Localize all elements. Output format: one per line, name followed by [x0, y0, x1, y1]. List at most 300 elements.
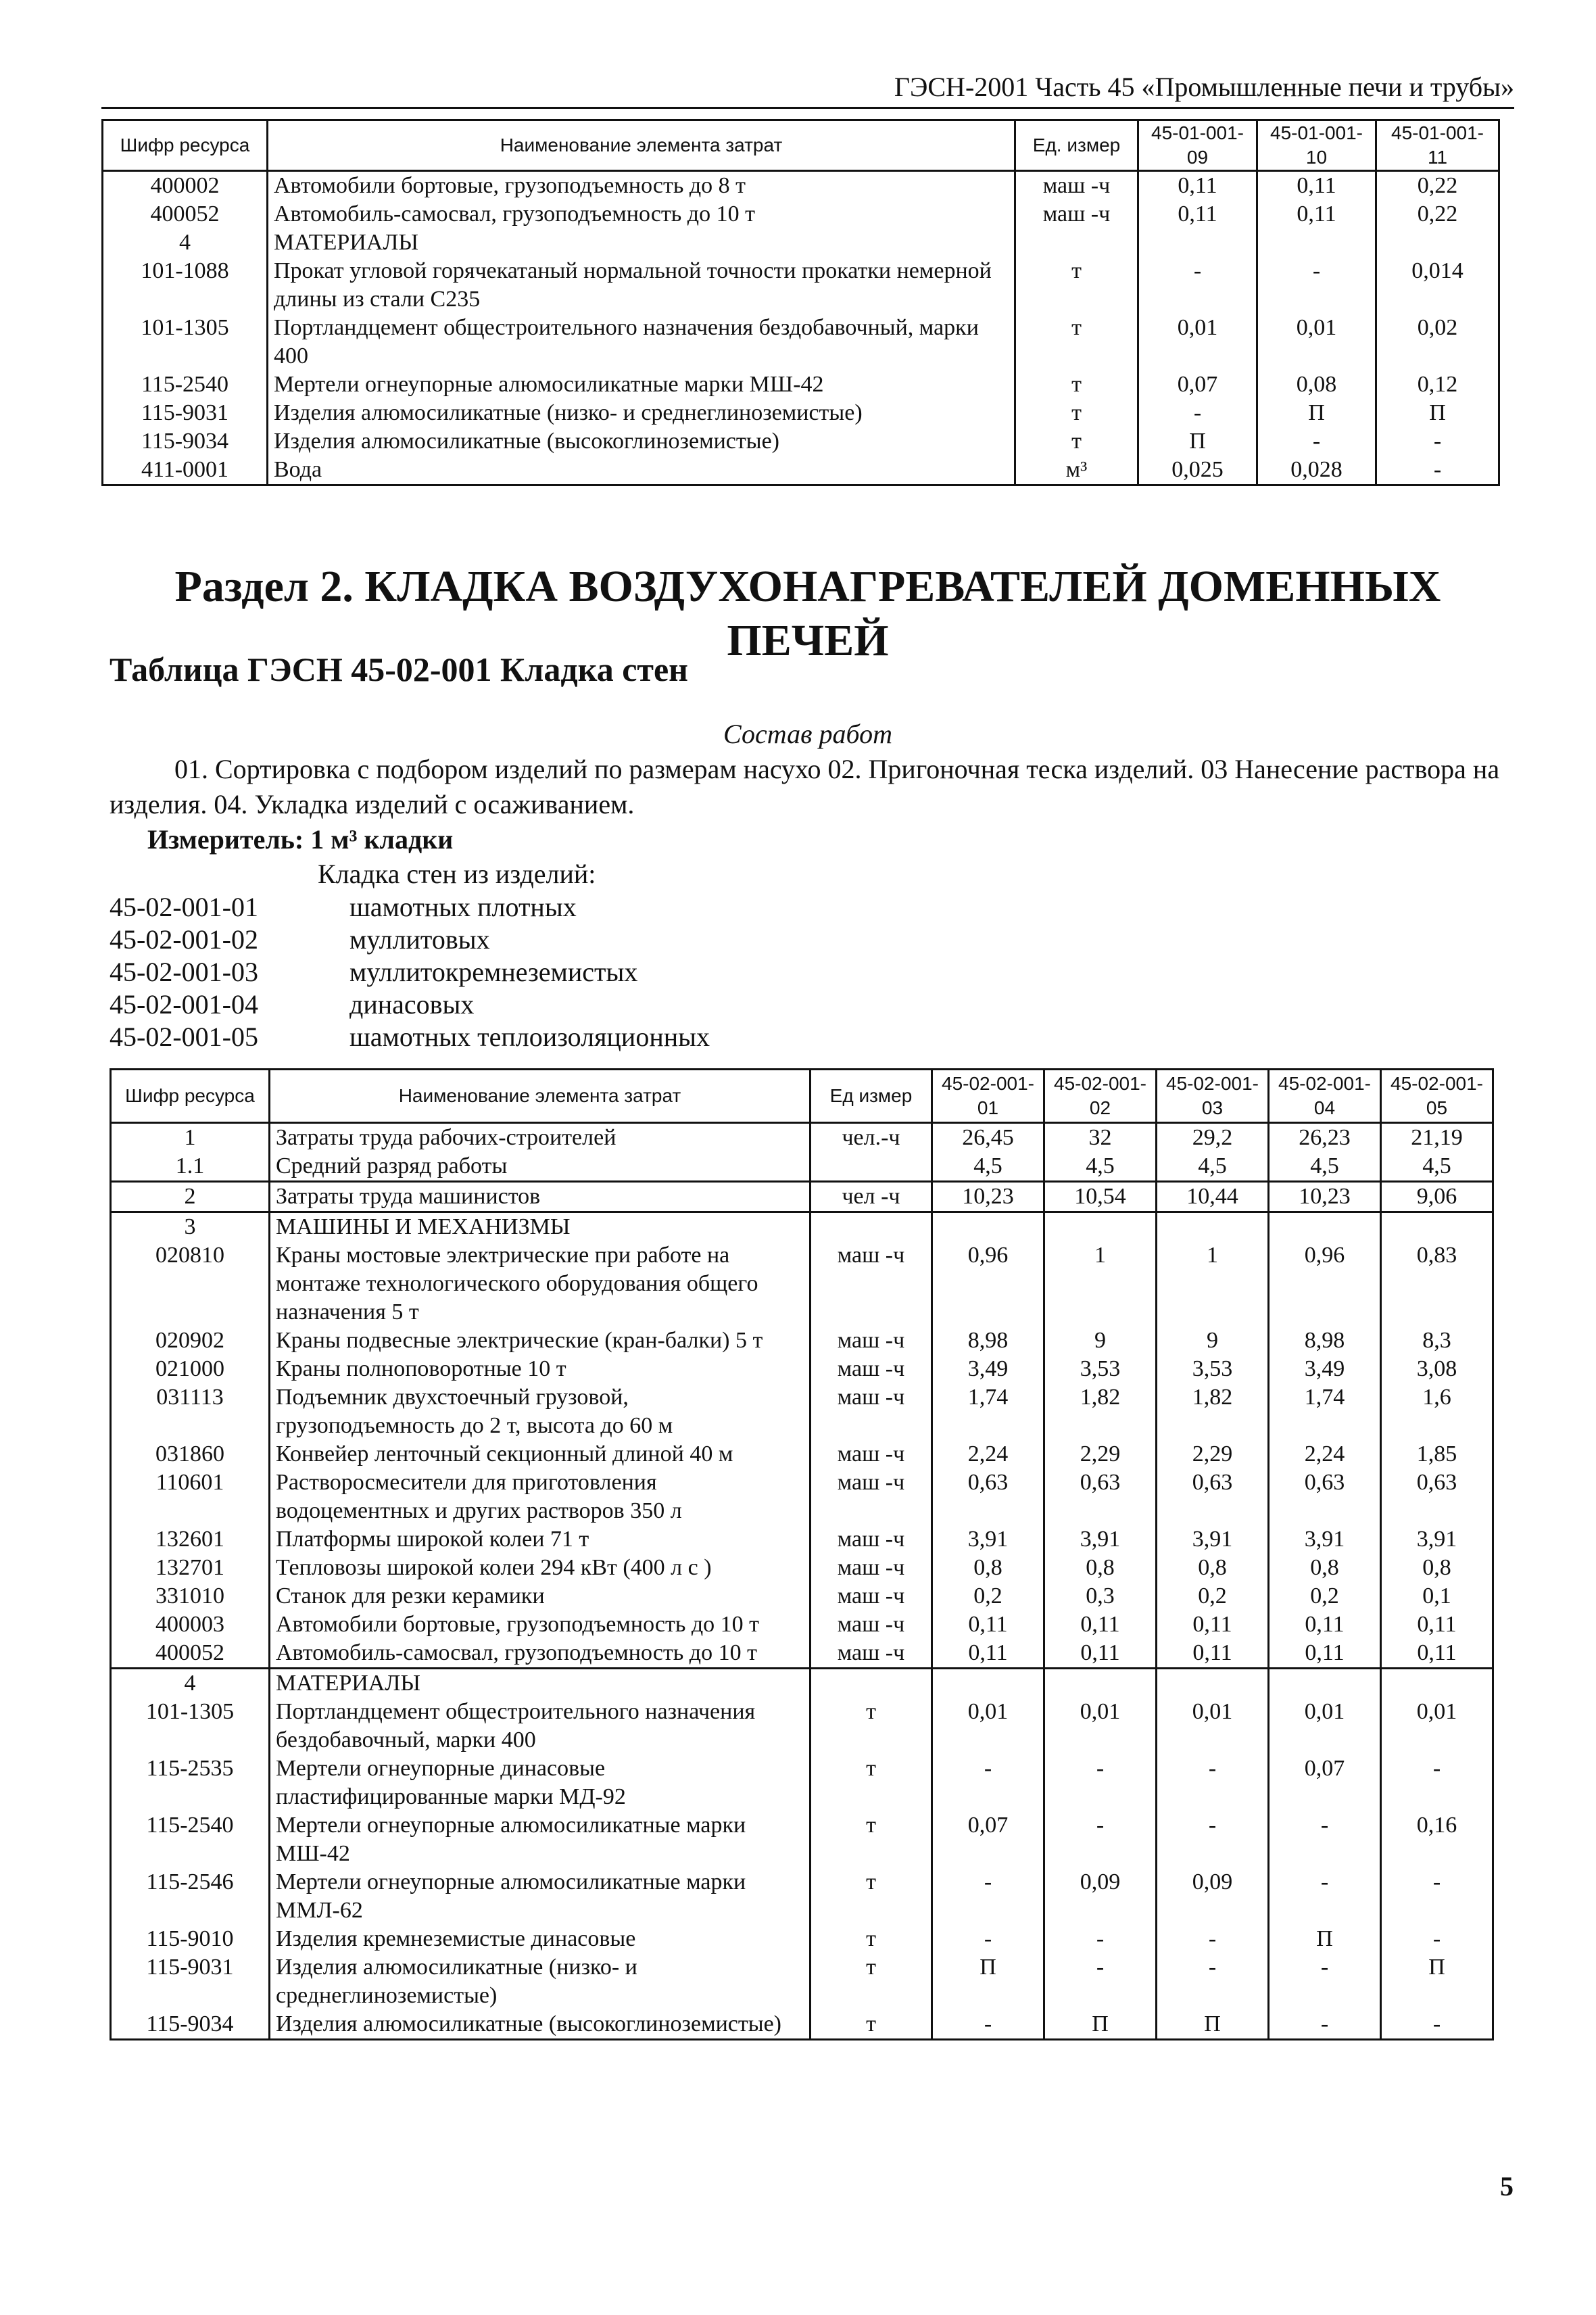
value-cell: -: [1269, 1953, 1381, 2010]
unit-cell: [1015, 229, 1138, 257]
unit-cell: маш -ч: [811, 1610, 932, 1639]
value-cell: 0,028: [1257, 456, 1376, 485]
column-header: Шифр ресурса: [111, 1070, 270, 1123]
resource-name-cell: Прокат угловой горячекатаный нормальной точности прокатки немерной длины из стали С235: [268, 257, 1015, 314]
unit-cell: т: [811, 1811, 932, 1868]
value-cell: 0,63: [1269, 1469, 1381, 1525]
unit-cell: маш -ч: [811, 1241, 932, 1327]
value-cell: 3,91: [1157, 1525, 1269, 1554]
value-cell: 0,07: [1138, 371, 1257, 399]
variant-item: [110, 1021, 785, 1053]
value-cell: 2,24: [1269, 1440, 1381, 1469]
column-header: 45-01-001-10: [1257, 120, 1376, 171]
value-cell: [932, 1212, 1044, 1242]
value-cell: -: [1157, 1811, 1269, 1868]
variant-item: [110, 891, 785, 924]
variant-item: [110, 956, 785, 988]
value-cell: 0,11: [1269, 1639, 1381, 1669]
value-cell: 2,29: [1044, 1440, 1157, 1469]
resource-name-cell: Изделия алюмосиликатные (высокоглиноземистые): [270, 2010, 811, 2040]
table-row: [111, 1755, 1493, 1811]
variant-description: муллитокремнеземистых: [349, 957, 638, 987]
value-cell: 0,014: [1376, 257, 1499, 314]
resource-code-cell: 2: [111, 1182, 270, 1212]
value-cell: 0,22: [1376, 200, 1499, 229]
value-cell: 9: [1157, 1327, 1269, 1355]
resource-code-cell: 031860: [111, 1440, 270, 1469]
resource-code-cell: 031113: [111, 1383, 270, 1440]
variant-code: 45-02-001-03: [110, 957, 258, 987]
value-cell: 0,08: [1257, 371, 1376, 399]
unit-cell: маш -ч: [811, 1440, 932, 1469]
table-row: [111, 1953, 1493, 2010]
value-cell: 0,11: [1044, 1610, 1157, 1639]
resource-code-cell: 101-1088: [103, 257, 268, 314]
table-row: [103, 427, 1499, 456]
resource-code-cell: 1: [111, 1123, 270, 1153]
value-cell: 0,07: [1269, 1755, 1381, 1811]
resource-code-cell: 411-0001: [103, 456, 268, 485]
column-header: Шифр ресурса: [103, 120, 268, 171]
value-cell: 3,53: [1044, 1355, 1157, 1383]
resource-code-cell: 115-9034: [111, 2010, 270, 2040]
unit-cell: маш -ч: [811, 1639, 932, 1669]
unit-cell: т: [1015, 371, 1138, 399]
value-cell: -: [932, 1755, 1044, 1811]
value-cell: 0,83: [1381, 1241, 1493, 1327]
table-row: [111, 1698, 1493, 1755]
value-cell: 1,82: [1044, 1383, 1157, 1440]
resource-code-cell: 115-2546: [111, 1868, 270, 1925]
value-cell: 10,54: [1044, 1182, 1157, 1212]
value-cell: 0,09: [1157, 1868, 1269, 1925]
value-cell: П: [1376, 399, 1499, 427]
value-cell: 0,11: [932, 1639, 1044, 1669]
value-cell: 0,11: [1269, 1610, 1381, 1639]
value-cell: 3,49: [932, 1355, 1044, 1383]
value-cell: 0,11: [1381, 1639, 1493, 1669]
value-cell: 26,45: [932, 1123, 1044, 1153]
value-cell: 0,11: [1381, 1610, 1493, 1639]
unit-cell: т: [1015, 314, 1138, 371]
page-number: 5: [1500, 2171, 1514, 2201]
unit-cell: маш -ч: [811, 1582, 932, 1610]
resource-code-cell: 400052: [103, 200, 268, 229]
value-cell: 0,01: [1381, 1698, 1493, 1755]
value-cell: 0,11: [1257, 171, 1376, 201]
resource-name-cell: Мертели огнеупорные алюмосиликатные марки МШ-42: [270, 1811, 811, 1868]
resource-code-cell: 331010: [111, 1582, 270, 1610]
resource-name-cell: Автомобили бортовые, грузоподъемность до 10 т: [270, 1610, 811, 1639]
resource-code-cell: 115-2540: [111, 1811, 270, 1868]
resource-name-cell: Тепловозы широкой колеи 294 кВт (400 л с ): [270, 1554, 811, 1582]
value-cell: 4,5: [1044, 1152, 1157, 1182]
unit-cell: маш -ч: [811, 1327, 932, 1355]
table-row: [111, 1639, 1493, 1669]
value-cell: 9,06: [1381, 1182, 1493, 1212]
value-cell: 0,8: [1044, 1554, 1157, 1582]
value-cell: -: [1381, 1925, 1493, 1953]
resource-code-cell: 115-2540: [103, 371, 268, 399]
value-cell: [1381, 1212, 1493, 1242]
value-cell: 4,5: [1269, 1152, 1381, 1182]
table-row: [111, 1327, 1493, 1355]
value-cell: -: [1269, 1868, 1381, 1925]
variant-description: шамотных теплоизоляционных: [349, 1022, 710, 1052]
value-cell: 0,01: [1138, 314, 1257, 371]
value-cell: 1: [1044, 1241, 1157, 1327]
value-cell: -: [1269, 1811, 1381, 1868]
value-cell: 2,29: [1157, 1440, 1269, 1469]
resource-name-cell: Изделия алюмосиликатные (низко- и среднеглиноземистые): [270, 1953, 811, 2010]
value-cell: -: [1157, 1925, 1269, 1953]
table-row: [111, 1811, 1493, 1868]
resource-code-cell: 4: [111, 1669, 270, 1698]
table-header-row: [103, 120, 1499, 171]
resource-name-cell: Мертели огнеупорные алюмосиликатные марки ММЛ-62: [270, 1868, 811, 1925]
resource-table-main: [110, 1068, 1494, 2040]
value-cell: [1257, 229, 1376, 257]
resource-code-cell: 4: [103, 229, 268, 257]
table-row: [111, 1925, 1493, 1953]
resource-code-cell: 101-1305: [103, 314, 268, 371]
value-cell: 29,2: [1157, 1123, 1269, 1153]
value-cell: -: [1044, 1953, 1157, 2010]
unit-cell: т: [1015, 399, 1138, 427]
value-cell: 4,5: [1157, 1152, 1269, 1182]
unit-cell: [811, 1152, 932, 1182]
resource-name-cell: Изделия алюмосиликатные (высокоглиноземистые): [268, 427, 1015, 456]
column-header: 45-02-001-03: [1157, 1070, 1269, 1123]
variant-item: [110, 988, 785, 1021]
value-cell: 0,11: [1138, 171, 1257, 201]
table-header-row: [111, 1070, 1493, 1123]
table-row: [111, 1868, 1493, 1925]
resource-code-cell: 101-1305: [111, 1698, 270, 1755]
resource-name-cell: МАТЕРИАЛЫ: [270, 1669, 811, 1698]
resource-name-cell: Портландцемент общестроительного назначения бездобавочный, марки 400: [270, 1698, 811, 1755]
table-row: [111, 1582, 1493, 1610]
value-cell: 0,8: [1157, 1554, 1269, 1582]
value-cell: 1,6: [1381, 1383, 1493, 1440]
value-cell: 0,8: [1381, 1554, 1493, 1582]
column-header: Ед измер: [811, 1070, 932, 1123]
table-row: [111, 1610, 1493, 1639]
table-row: [111, 1525, 1493, 1554]
measure-unit: Измеритель: 1 м³ кладки: [147, 824, 454, 855]
resource-name-cell: МАТЕРИАЛЫ: [268, 229, 1015, 257]
resource-code-cell: 020810: [111, 1241, 270, 1327]
column-header: Ед. измер: [1015, 120, 1138, 171]
table-row: [103, 314, 1499, 371]
value-cell: 3,53: [1157, 1355, 1269, 1383]
unit-cell: маш -ч: [1015, 171, 1138, 201]
value-cell: 3,91: [1044, 1525, 1157, 1554]
unit-cell: т: [811, 1755, 932, 1811]
table-row: [111, 1469, 1493, 1525]
resource-code-cell: 115-9031: [103, 399, 268, 427]
variant-list: [110, 891, 785, 1057]
table-row: [103, 399, 1499, 427]
value-cell: 0,11: [1157, 1610, 1269, 1639]
value-cell: 8,98: [1269, 1327, 1381, 1355]
value-cell: -: [1381, 2010, 1493, 2040]
value-cell: 0,63: [1044, 1469, 1157, 1525]
value-cell: 0,07: [932, 1811, 1044, 1868]
value-cell: [1138, 229, 1257, 257]
value-cell: 1,85: [1381, 1440, 1493, 1469]
resource-name-cell: Станок для резки керамики: [270, 1582, 811, 1610]
resource-name-cell: Вода: [268, 456, 1015, 485]
unit-cell: т: [811, 1698, 932, 1755]
value-cell: [1376, 229, 1499, 257]
unit-cell: т: [1015, 257, 1138, 314]
value-cell: П: [1044, 2010, 1157, 2040]
section-title: Раздел 2. КЛАДКА ВОЗДУХОНАГРЕВАТЕЛЕЙ ДОМЕННЫХ ПЕЧЕЙ: [174, 562, 1441, 665]
value-cell: 0,63: [1381, 1469, 1493, 1525]
resource-name-cell: Краны полноповоротные 10 т: [270, 1355, 811, 1383]
value-cell: 0,63: [932, 1469, 1044, 1525]
value-cell: 0,025: [1138, 456, 1257, 485]
value-cell: 0,01: [932, 1698, 1044, 1755]
value-cell: 9: [1044, 1327, 1157, 1355]
unit-cell: т: [811, 1953, 932, 2010]
running-header: ГЭСН-2001 Часть 45 «Промышленные печи и трубы»: [101, 68, 1514, 109]
resource-code-cell: 115-9034: [103, 427, 268, 456]
value-cell: 0,11: [932, 1610, 1044, 1639]
resource-code-cell: 020902: [111, 1327, 270, 1355]
unit-cell: маш -ч: [1015, 200, 1138, 229]
column-header: Наименование элемента затрат: [270, 1070, 811, 1123]
value-cell: 3,91: [932, 1525, 1044, 1554]
value-cell: -: [1376, 456, 1499, 485]
table-row: [111, 1241, 1493, 1327]
value-cell: 0,2: [932, 1582, 1044, 1610]
value-cell: -: [1269, 2010, 1381, 2040]
table-row: [103, 456, 1499, 485]
value-cell: 0,01: [1257, 314, 1376, 371]
value-cell: 3,91: [1269, 1525, 1381, 1554]
unit-cell: т: [811, 1925, 932, 1953]
resource-name-cell: МАШИНЫ И МЕХАНИЗМЫ: [270, 1212, 811, 1242]
resource-name-cell: Растворосмесители для приготовления водоцементных и других растворов 350 л: [270, 1469, 811, 1525]
table-title: Таблица ГЭСН 45-02-001 Кладка стен: [110, 650, 688, 688]
unit-cell: маш -ч: [811, 1469, 932, 1525]
value-cell: [1269, 1212, 1381, 1242]
value-cell: [1044, 1669, 1157, 1698]
value-cell: [1044, 1212, 1157, 1242]
table-row: [111, 2010, 1493, 2040]
resource-name-cell: Конвейер ленточный секционный длиной 40 м: [270, 1440, 811, 1469]
unit-cell: [811, 1212, 932, 1242]
value-cell: [1157, 1669, 1269, 1698]
resource-name-cell: Краны подвесные электрические (кран-балки) 5 т: [270, 1327, 811, 1355]
variants-intro: Кладка стен из изделий:: [318, 859, 596, 889]
table-row: [111, 1669, 1493, 1698]
value-cell: П: [1138, 427, 1257, 456]
value-cell: 0,09: [1044, 1868, 1157, 1925]
unit-cell: маш -ч: [811, 1525, 932, 1554]
value-cell: 32: [1044, 1123, 1157, 1153]
variant-description: шамотных плотных: [349, 892, 577, 922]
resource-name-cell: Мертели огнеупорные алюмосиликатные марки МШ-42: [268, 371, 1015, 399]
resource-name-cell: Мертели огнеупорные динасовые пластифицированные марки МД-92: [270, 1755, 811, 1811]
value-cell: -: [1157, 1755, 1269, 1811]
value-cell: 10,44: [1157, 1182, 1269, 1212]
value-cell: П: [1381, 1953, 1493, 2010]
value-cell: -: [1381, 1755, 1493, 1811]
variant-description: динасовых: [349, 989, 475, 1020]
table-row: [103, 229, 1499, 257]
value-cell: 4,5: [932, 1152, 1044, 1182]
variant-code: 45-02-001-04: [110, 989, 258, 1020]
unit-cell: [811, 1669, 932, 1698]
value-cell: -: [1044, 1755, 1157, 1811]
value-cell: 0,96: [1269, 1241, 1381, 1327]
variant-code: 45-02-001-05: [110, 1022, 258, 1052]
resource-code-cell: 115-2535: [111, 1755, 270, 1811]
unit-cell: чел -ч: [811, 1182, 932, 1212]
works-description: 01. Сортировка с подбором изделий по размерам насухо 02. Пригоночная теска изделий. 03 Нанесение раствора на изделия. 04. Укладка изделий с осаживанием.: [110, 754, 1500, 819]
unit-cell: маш -ч: [811, 1554, 932, 1582]
value-cell: -: [1138, 399, 1257, 427]
column-header: 45-02-001-02: [1044, 1070, 1157, 1123]
value-cell: 0,01: [1044, 1698, 1157, 1755]
value-cell: -: [1376, 427, 1499, 456]
value-cell: 0,8: [932, 1554, 1044, 1582]
resource-name-cell: Автомобили бортовые, грузоподъемность до 8 т: [268, 171, 1015, 201]
variant-description: муллитовых: [349, 924, 490, 955]
value-cell: 10,23: [932, 1182, 1044, 1212]
value-cell: [932, 1669, 1044, 1698]
value-cell: П: [1257, 399, 1376, 427]
unit-cell: т: [811, 2010, 932, 2040]
resource-name-cell: Краны мостовые электрические при работе на монтаже технологического оборудования общего назначения 5 т: [270, 1241, 811, 1327]
table-row: [111, 1554, 1493, 1582]
value-cell: -: [1044, 1811, 1157, 1868]
value-cell: 1: [1157, 1241, 1269, 1327]
column-header: 45-02-001-04: [1269, 1070, 1381, 1123]
unit-cell: м³: [1015, 456, 1138, 485]
value-cell: -: [1381, 1868, 1493, 1925]
resource-code-cell: 115-9010: [111, 1925, 270, 1953]
value-cell: 0,1: [1381, 1582, 1493, 1610]
resource-code-cell: 1.1: [111, 1152, 270, 1182]
value-cell: 0,3: [1044, 1582, 1157, 1610]
value-cell: -: [1257, 427, 1376, 456]
column-header: Наименование элемента затрат: [268, 120, 1015, 171]
resource-code-cell: 132701: [111, 1554, 270, 1582]
resource-code-cell: 021000: [111, 1355, 270, 1383]
resource-code-cell: 115-9031: [111, 1953, 270, 2010]
value-cell: 0,16: [1381, 1811, 1493, 1868]
table-row: [111, 1212, 1493, 1242]
resource-code-cell: 110601: [111, 1469, 270, 1525]
table-row: [111, 1123, 1493, 1153]
value-cell: 8,3: [1381, 1327, 1493, 1355]
value-cell: -: [1257, 257, 1376, 314]
table-row: [103, 171, 1499, 201]
unit-cell: т: [1015, 427, 1138, 456]
unit-cell: т: [811, 1868, 932, 1925]
unit-cell: маш -ч: [811, 1355, 932, 1383]
value-cell: 0,02: [1376, 314, 1499, 371]
table-row: [103, 257, 1499, 314]
value-cell: 0,2: [1269, 1582, 1381, 1610]
resource-name-cell: Средний разряд работы: [270, 1152, 811, 1182]
value-cell: 3,91: [1381, 1525, 1493, 1554]
works-title: Состав работ: [723, 719, 892, 749]
value-cell: [1157, 1212, 1269, 1242]
column-header: 45-02-001-01: [932, 1070, 1044, 1123]
resource-name-cell: Автомобиль-самосвал, грузоподъемность до 10 т: [270, 1639, 811, 1669]
value-cell: П: [932, 1953, 1044, 2010]
value-cell: 2,24: [932, 1440, 1044, 1469]
table-row: [111, 1383, 1493, 1440]
value-cell: 3,08: [1381, 1355, 1493, 1383]
value-cell: 0,11: [1044, 1639, 1157, 1669]
value-cell: 10,23: [1269, 1182, 1381, 1212]
value-cell: -: [932, 2010, 1044, 2040]
value-cell: 0,01: [1269, 1698, 1381, 1755]
unit-cell: чел.-ч: [811, 1123, 932, 1153]
value-cell: 4,5: [1381, 1152, 1493, 1182]
resource-name-cell: Затраты труда машинистов: [270, 1182, 811, 1212]
value-cell: 0,63: [1157, 1469, 1269, 1525]
table-row: [111, 1152, 1493, 1182]
variant-code: 45-02-001-02: [110, 924, 258, 955]
resource-name-cell: Платформы широкой колеи 71 т: [270, 1525, 811, 1554]
resource-name-cell: Изделия кремнеземистые динасовые: [270, 1925, 811, 1953]
resource-name-cell: Подъемник двухстоечный грузовой, грузоподъемность до 2 т, высота до 60 м: [270, 1383, 811, 1440]
table-row: [111, 1440, 1493, 1469]
resource-code-cell: 400002: [103, 171, 268, 201]
value-cell: 0,96: [932, 1241, 1044, 1327]
value-cell: 0,11: [1138, 200, 1257, 229]
value-cell: 26,23: [1269, 1123, 1381, 1153]
value-cell: 0,11: [1157, 1639, 1269, 1669]
resource-name-cell: Автомобиль-самосвал, грузоподъемность до 10 т: [268, 200, 1015, 229]
unit-cell: маш -ч: [811, 1383, 932, 1440]
variant-code: 45-02-001-01: [110, 892, 258, 922]
column-header: 45-01-001-09: [1138, 120, 1257, 171]
column-header: 45-01-001-11: [1376, 120, 1499, 171]
value-cell: 21,19: [1381, 1123, 1493, 1153]
table-row: [103, 200, 1499, 229]
value-cell: -: [1044, 1925, 1157, 1953]
value-cell: П: [1157, 2010, 1269, 2040]
value-cell: 0,12: [1376, 371, 1499, 399]
value-cell: 1,74: [932, 1383, 1044, 1440]
value-cell: 0,11: [1257, 200, 1376, 229]
resource-name-cell: Изделия алюмосиликатные (низко- и среднеглиноземистые): [268, 399, 1015, 427]
resource-code-cell: 400003: [111, 1610, 270, 1639]
value-cell: 0,22: [1376, 171, 1499, 201]
value-cell: П: [1269, 1925, 1381, 1953]
value-cell: 0,2: [1157, 1582, 1269, 1610]
table-row: [111, 1355, 1493, 1383]
table-row: [103, 371, 1499, 399]
resource-code-cell: 400052: [111, 1639, 270, 1669]
table-row: [111, 1182, 1493, 1212]
value-cell: -: [932, 1868, 1044, 1925]
value-cell: 1,82: [1157, 1383, 1269, 1440]
variant-item: [110, 924, 785, 956]
value-cell: [1381, 1669, 1493, 1698]
resource-code-cell: 3: [111, 1212, 270, 1242]
value-cell: 1,74: [1269, 1383, 1381, 1440]
resource-code-cell: 132601: [111, 1525, 270, 1554]
